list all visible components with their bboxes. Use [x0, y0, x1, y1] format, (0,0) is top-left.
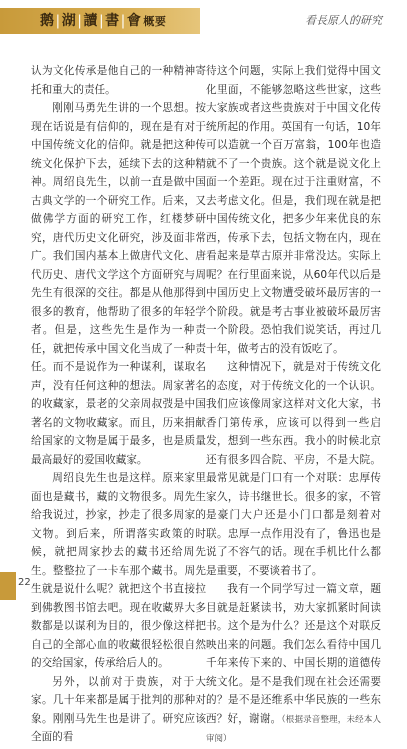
paragraph: 认为文化传承是他自己的一种精神寄托和重大的责任。	[31, 65, 206, 96]
journal-title: 鹅|湖|讀|書|會 概要	[40, 13, 167, 29]
right-column	[206, 62, 381, 749]
paragraph: 待这个问题，实际上我们觉得中国文化里面，不能够忽略这些世家，这些大家族或者这些贵族对于中国文化传统所起的作用。英国有一句话，10年可以造就一个百万富翁，100年也造就不了一个贵族。这个就是说文化上面一个差距。现在过于注重财富，不去考虑文化。但是，我们现在就是把中国传统文化，把多少年来优良的东西，传承下去，包括文物在内，现在看起来是草古原并非常没达。实际上呢？在行里面来说，从60年代以后是中国历史上文物遭受破坏最厉害的一个阶段。就是考古事业被破坏最厉害一个阶段。恐怕我们说笑话，再过几十年，做考古的没有饭吃了。	[206, 65, 381, 355]
journal-title-char: 鹅	[40, 13, 55, 29]
journal-title-tail: 概要	[143, 15, 167, 28]
page-corner-accent	[0, 572, 16, 600]
transcription-credit: （根据录音整理，未经本人审阅）	[206, 714, 381, 744]
left-column	[31, 62, 206, 747]
journal-title-char: 會	[126, 13, 142, 29]
journal-title-char: 讀	[83, 13, 98, 29]
journal-title-char: 湖	[61, 13, 77, 29]
paragraph	[206, 580, 381, 749]
page-number: 22	[18, 577, 31, 588]
paragraph: 刚刚马勇先生讲的一个思想。按现在话说是有信仰的，现在是有对于中国传统文化的信仰。就是把这种传统文化保护下去，延续下去的这种精神。周绍良先生，以前一直是做中国古典文学的一个研究工作。后来，又做佛学方面的研究工作，红楼梦研究，唐代历史文化研究，涉及面非常广。我们国内基本上做唐代文化、唐代历史、唐代文学这个方面研究与周先生有很深的交往。都是从他那得到很多的教育，他帮助了很多的年轻学者。但是，这些先生是作为一种责任，就把传承中国文化当成了一种责任。而不是说作为一种谋利，谋取名声，没有任何这种的想法。周家著名的收藏家，景老的父亲周叔弢是中国著名的文物收藏家。而且，历来捐献给国家的文物是属于最多，也是质量最高最好的爱国收藏家。	[31, 102, 206, 466]
paragraph: 另外，以前对于贵族，对于大家。几十年来都是属于批判的那种对象。刚刚马先生也是讲了。研究应该全面的看	[31, 675, 206, 743]
page-header	[0, 0, 407, 44]
journal-title-char: 書	[105, 13, 120, 29]
paragraph: 这种情况下，就是对于传统文化的态度，对于传统文化的一个认识。我们应该像周家这样对文化大家，书香门第传承，应该可以得到一些启发，想到一些东西。我小的时候北京还有很多四合院、平房，不是大院。最常见就是门口有一个对联：忠厚传家久，诗书继世长。很多的家，不管是豪门大户还是小门口都是刻着对联。忠厚一点作用没有了，鲁迅也是说了不容气的话。现在手机比什么都是重要，不要谈着书了。	[206, 361, 381, 577]
paragraph: 周绍良先生也是这样。原来家里面也是藏书，藏的文物很多。周先生给我说过，抄家，抄走了很多周家的文物。到后来，所谓落实政策的时候，就把周家抄去的藏书还给周先生。整整拉了一卡车那个藏书。周先生就是说什么呢？就把这个书直接拉到佛教图书馆去吧。现在收藏界大多数都是以谋利为目的，很少像这样把自己的全部心血的收藏很轻松很自然的交给国家，传承给后人的。	[31, 472, 206, 669]
section-title: 看長原人的研究	[305, 14, 382, 27]
paragraph-text: 我有一个同学写过一篇文章，题目就是赶紧读书，劝大家抓紧时间读书。这个是为什么？还是这个对联反映出来的问题。我们怎么看待中国几千年来传下来的、中国长期的道德传统文化。是不是我们现在社会还需要的？是不是还维系中华民族的一些东西？好，谢谢。	[206, 583, 381, 725]
